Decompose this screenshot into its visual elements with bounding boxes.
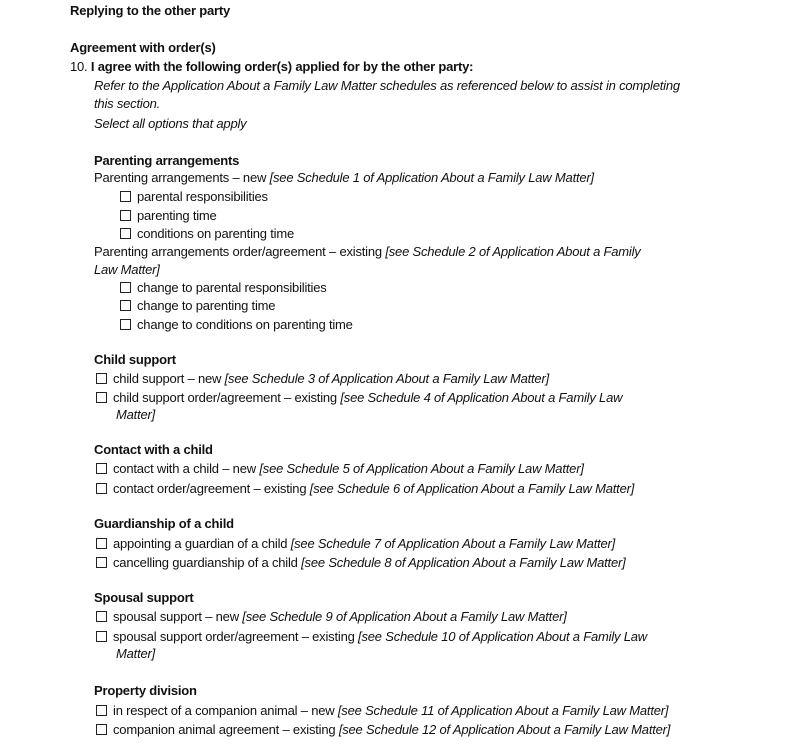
checkbox[interactable] — [96, 724, 107, 735]
question-10 — [70, 58, 473, 76]
option-label: conditions on parenting time — [137, 226, 295, 241]
guardianship-heading: Guardianship of a child — [94, 516, 234, 531]
checkbox[interactable] — [96, 705, 107, 716]
checkbox-option[interactable] — [120, 297, 275, 315]
parenting-heading: Parenting arrangements — [94, 153, 240, 168]
schedule-ref: [see Schedule 10 of Application About a Family Law — [358, 629, 647, 644]
schedule-ref: [see Schedule 11 of Application About a Family Law Matter] — [337, 703, 669, 718]
schedule-ref: [see Schedule 9 of Application About a Family Law Matter] — [242, 609, 567, 624]
checkbox-option[interactable] — [96, 721, 670, 739]
question-text: I agree with the following order(s) applied for by the other party: — [90, 59, 474, 74]
select-all-instruction: Select all options that apply — [94, 116, 247, 131]
instruction-text: Refer to the Application About a Family Law Matter schedules as referenced below to assist in completing — [94, 78, 680, 93]
checkbox-option[interactable] — [96, 554, 626, 572]
parenting-existing-label — [94, 243, 641, 261]
checkbox-option[interactable] — [96, 389, 622, 407]
checkbox[interactable] — [96, 483, 107, 494]
checkbox[interactable] — [96, 631, 107, 642]
schedule-ref: [see Schedule 8 of Application About a Family Law Matter] — [301, 555, 626, 570]
option-label: spousal support order/agreement – existing — [113, 629, 359, 644]
checkbox-option[interactable] — [120, 188, 268, 206]
checkbox-option[interactable] — [120, 316, 353, 334]
parenting-new-label — [94, 169, 594, 187]
checkbox-option[interactable] — [96, 608, 567, 626]
checkbox-option[interactable] — [96, 370, 549, 388]
spousal-heading: Spousal support — [94, 590, 194, 605]
page-title: Replying to the other party — [70, 3, 231, 18]
contact-heading: Contact with a child — [94, 442, 213, 457]
checkbox[interactable] — [120, 191, 131, 202]
option-label: change to parenting time — [137, 298, 276, 313]
checkbox[interactable] — [96, 392, 107, 403]
checkbox[interactable] — [96, 373, 107, 384]
option-label: child support – new — [113, 371, 225, 386]
schedule-ref: [see Schedule 5 of Application About a Family Law Matter] — [259, 461, 584, 476]
option-label: cancelling guardianship of a child — [113, 555, 302, 570]
schedule-ref: [see Schedule 7 of Application About a Family Law Matter] — [290, 536, 616, 551]
checkbox[interactable] — [120, 300, 131, 311]
child-support-heading: Child support — [94, 352, 176, 367]
checkbox-option[interactable] — [96, 460, 584, 478]
schedule-ref: [see Schedule 3 of Application About a Family Law Matter] — [224, 371, 549, 386]
checkbox[interactable] — [120, 228, 131, 239]
instruction-text-cont: this section. — [94, 96, 161, 111]
option-label: spousal support – new — [113, 609, 243, 624]
question-number: 10. — [70, 59, 88, 74]
label: Parenting arrangements order/agreement – existing — [94, 244, 386, 259]
schedule-ref-cont: Matter] — [116, 646, 156, 661]
label: Parenting arrangements – new — [94, 170, 270, 185]
checkbox[interactable] — [120, 210, 131, 221]
checkbox-option[interactable] — [96, 480, 634, 498]
option-label: change to conditions on parenting time — [137, 317, 353, 332]
schedule-ref: [see Schedule 4 of Application About a Family Law — [340, 390, 623, 405]
checkbox[interactable] — [96, 463, 107, 474]
option-label: contact with a child – new — [113, 461, 260, 476]
checkbox[interactable] — [96, 611, 107, 622]
checkbox-option[interactable] — [96, 628, 647, 646]
option-label: change to parental responsibilities — [137, 280, 327, 295]
schedule-ref: [see Schedule 12 of Application About a Family Law Matter] — [338, 722, 671, 737]
option-label: companion animal agreement – existing — [113, 722, 339, 737]
checkbox[interactable] — [120, 319, 131, 330]
option-label: child support order/agreement – existing — [113, 390, 341, 405]
checkbox-option[interactable] — [96, 702, 668, 720]
checkbox-option[interactable] — [96, 535, 615, 553]
schedule-ref-cont: Matter] — [116, 407, 156, 422]
section-heading: Agreement with order(s) — [70, 40, 216, 55]
schedule-ref: [see Schedule 1 of Application About a Family Law Matter] — [269, 170, 594, 185]
checkbox[interactable] — [96, 557, 107, 568]
schedule-ref: [see Schedule 6 of Application About a Family Law Matter] — [309, 481, 635, 496]
checkbox-option[interactable] — [120, 279, 327, 297]
checkbox[interactable] — [120, 282, 131, 293]
schedule-ref-cont: Law Matter] — [94, 262, 160, 277]
option-label: appointing a guardian of a child — [113, 536, 291, 551]
property-heading: Property division — [94, 683, 197, 698]
option-label: parental responsibilities — [137, 189, 268, 204]
checkbox-option[interactable] — [120, 207, 217, 225]
checkbox-option[interactable] — [120, 225, 294, 243]
option-label: contact order/agreement – existing — [113, 481, 310, 496]
checkbox[interactable] — [96, 538, 107, 549]
schedule-ref: [see Schedule 2 of Application About a Family — [385, 244, 641, 259]
option-label: in respect of a companion animal – new — [113, 703, 338, 718]
option-label: parenting time — [137, 208, 217, 223]
